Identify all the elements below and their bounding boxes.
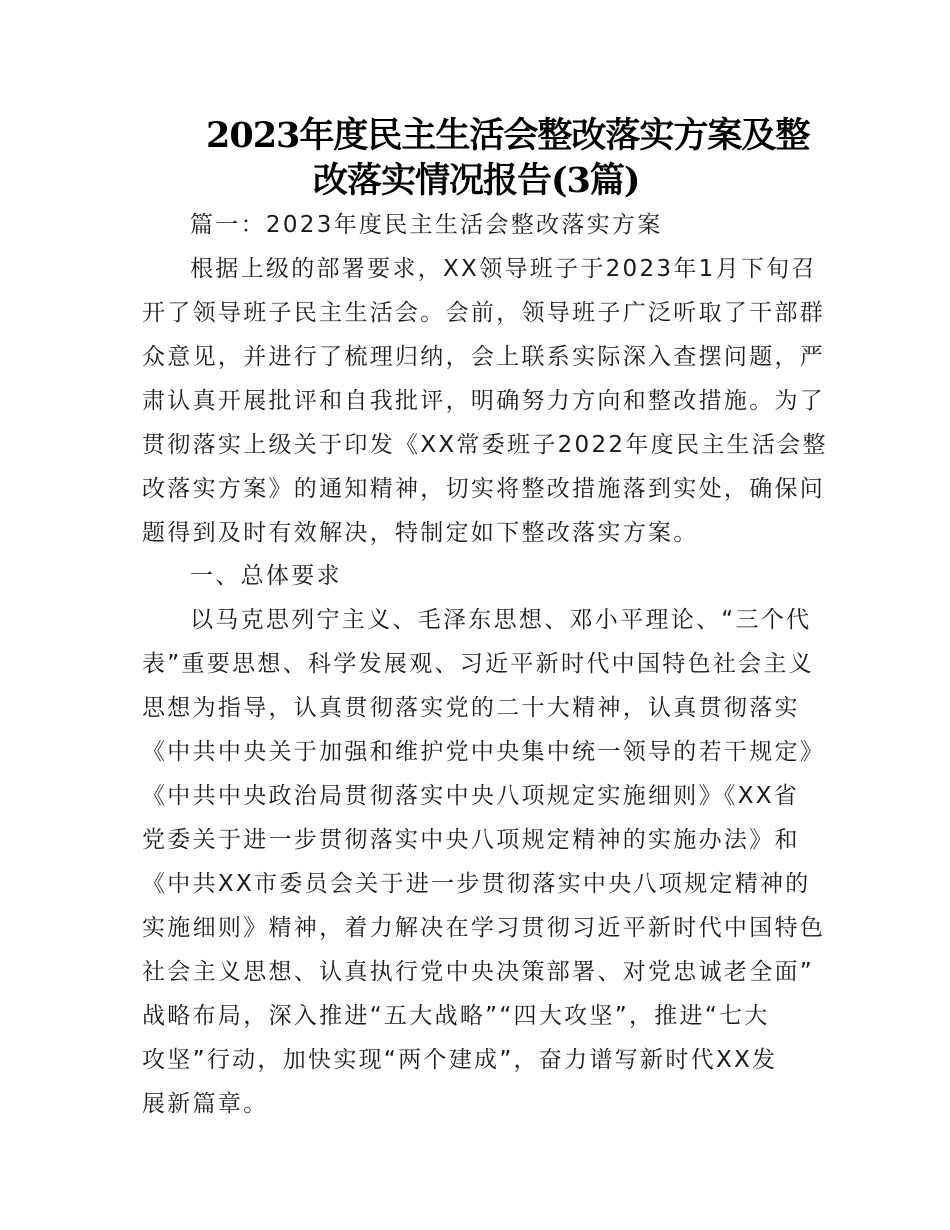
section-heading-part-one: 篇一：2023年度民主生活会整改落实方案 [190, 212, 663, 238]
paragraph-line: 改落实方案》的通知精神，切实将整改措施落到实处，确保问 [142, 476, 826, 502]
paragraph-line: 实施细则》精神，着力解决在学习贯彻习近平新时代中国特色 [142, 915, 826, 941]
paragraph-line: 题得到及时有效解决，特制定如下整改落实方案。 [142, 520, 699, 546]
paragraph-line: 贯彻落实上级关于印发《XX常委班子2022年度民主生活会整 [142, 432, 828, 458]
paragraph-line: 思想为指导，认真贯彻落实党的二十大精神，认真贯彻落实 [142, 695, 800, 721]
paragraph-line: 众意见，并进行了梳理归纳，会上联系实际深入查摆问题，严 [142, 344, 826, 370]
paragraph-line: 根据上级的部署要求，XX领导班子于2023年1月下旬召 [190, 256, 817, 282]
paragraph-line: 攻坚”行动，加快实现“两个建成”，奋力谱写新时代XX发 [142, 1047, 778, 1073]
paragraph-line: 《中共中央政治局贯彻落实中央八项规定实施细则》《XX省 [142, 783, 800, 809]
paragraph-line: 《中共中央关于加强和维护党中央集中统一领导的若干规定》 [142, 739, 826, 765]
section-heading-general-requirements: 一、总体要求 [190, 563, 342, 589]
paragraph-line: 《中共XX市委员会关于进一步贯彻落实中央八项规定精神的 [142, 871, 811, 897]
paragraph-line: 肃认真开展批评和自我批评，明确努力方向和整改措施。为了 [142, 388, 826, 414]
paragraph-line: 党委关于进一步贯彻落实中央八项规定精神的实施办法》和 [142, 827, 800, 853]
paragraph-line: 开了领导班子民主生活会。会前，领导班子广泛听取了干部群 [142, 300, 826, 326]
document-title-line-1: 2023年度民主生活会整改落实方案及整 [206, 115, 810, 156]
document-title-line-2: 改落实情况报告(3篇) [313, 160, 640, 201]
paragraph-line: 社会主义思想、认真执行党中央决策部署、对党忠诚老全面” [142, 959, 815, 985]
paragraph-line: 战略布局，深入推进“五大战略”“四大攻坚”，推进“七大 [142, 1003, 770, 1029]
paragraph-line: 展新篇章。 [142, 1091, 269, 1117]
paragraph-line: 表”重要思想、科学发展观、习近平新时代中国特色社会主义 [142, 651, 815, 677]
paragraph-line: 以马克思列宁主义、毛泽东思想、邓小平理论、“三个代 [190, 607, 812, 633]
